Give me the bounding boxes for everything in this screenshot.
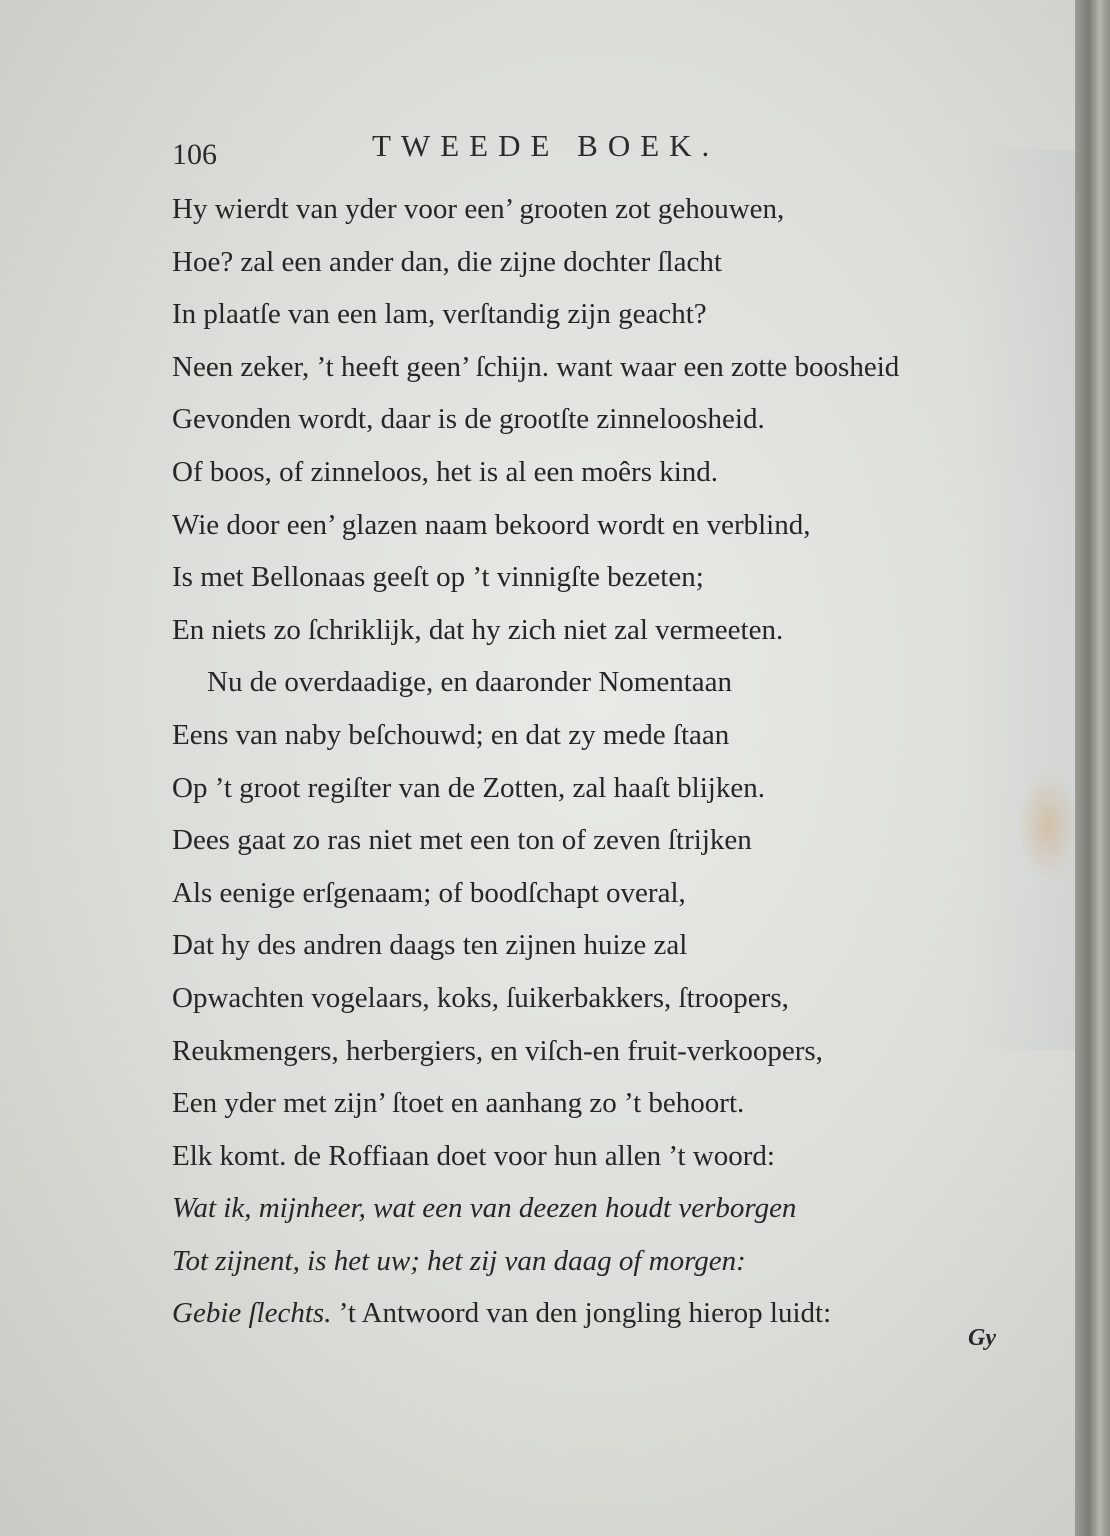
text-line-italic: Wat ik, mijnheer, wat een van deezen houdt verborgen bbox=[172, 1192, 797, 1225]
text-line: Gevonden wordt, daar is de grootſte zinneloosheid. bbox=[172, 403, 765, 436]
roman-phrase: ’t Antwoord van den jongling hierop luidt: bbox=[331, 1297, 832, 1330]
poem-text bbox=[172, 183, 1052, 1340]
text-line: Een yder met zijn’ ſtoet en aanhang zo ’t behoort. bbox=[172, 1087, 745, 1120]
running-title: TWEEDE BOEK. bbox=[372, 128, 720, 163]
text-line: En niets zo ſchriklijk, dat hy zich niet zal vermeeten. bbox=[172, 613, 784, 646]
text-line: Als eenige erſgenaam; of boodſchapt overal, bbox=[172, 876, 686, 909]
italic-phrase: Gebie ſlechts. bbox=[172, 1297, 332, 1330]
text-line: In plaatſe van een lam, verſtandig zijn geacht? bbox=[172, 298, 707, 331]
text-line: Wie door een’ glazen naam bekoord wordt en verblind, bbox=[172, 508, 811, 541]
text-line: Of boos, of zinneloos, het is al een moêrs kind. bbox=[172, 455, 719, 488]
text-line: Is met Bellonaas geeſt op ’t vinnigſte bezeten; bbox=[172, 561, 704, 594]
text-line: Dat hy des andren daags ten zijnen huize zal bbox=[172, 929, 688, 962]
page-edge bbox=[1075, 0, 1110, 1536]
text-line-indented: Nu de overdaadige, en daaronder Nomentaan bbox=[207, 666, 732, 699]
text-line-mixed bbox=[172, 1287, 1052, 1340]
catchword: Gy bbox=[968, 1325, 996, 1351]
page-number: 106 bbox=[172, 138, 217, 171]
text-line: Hoe? zal een ander dan, die zijne dochter ſlacht bbox=[172, 245, 722, 278]
text-line: Elk komt. de Roffiaan doet voor hun allen ’t woord: bbox=[172, 1139, 775, 1172]
page-header bbox=[172, 128, 832, 176]
text-line: Dees gaat zo ras niet met een ton of zeven ſtrijken bbox=[172, 824, 752, 857]
text-line: Opwachten vogelaars, koks, ſuikerbakkers, ſtroopers, bbox=[172, 981, 789, 1014]
text-line-italic: Tot zijnent, is het uw; het zij van daag of morgen: bbox=[172, 1244, 746, 1277]
text-line: Eens van naby beſchouwd; en dat zy mede ſtaan bbox=[172, 718, 730, 751]
text-line: Neen zeker, ’t heeft geen’ ſchijn. want waar een zotte boosheid bbox=[172, 350, 900, 383]
text-line: Op ’t groot regiſter van de Zotten, zal haaſt blijken. bbox=[172, 771, 765, 804]
text-line: Reukmengers, herbergiers, en viſch-en fruit-verkoopers, bbox=[172, 1034, 823, 1067]
text-line: Hy wierdt van yder voor een’ grooten zot gehouwen, bbox=[172, 193, 785, 225]
